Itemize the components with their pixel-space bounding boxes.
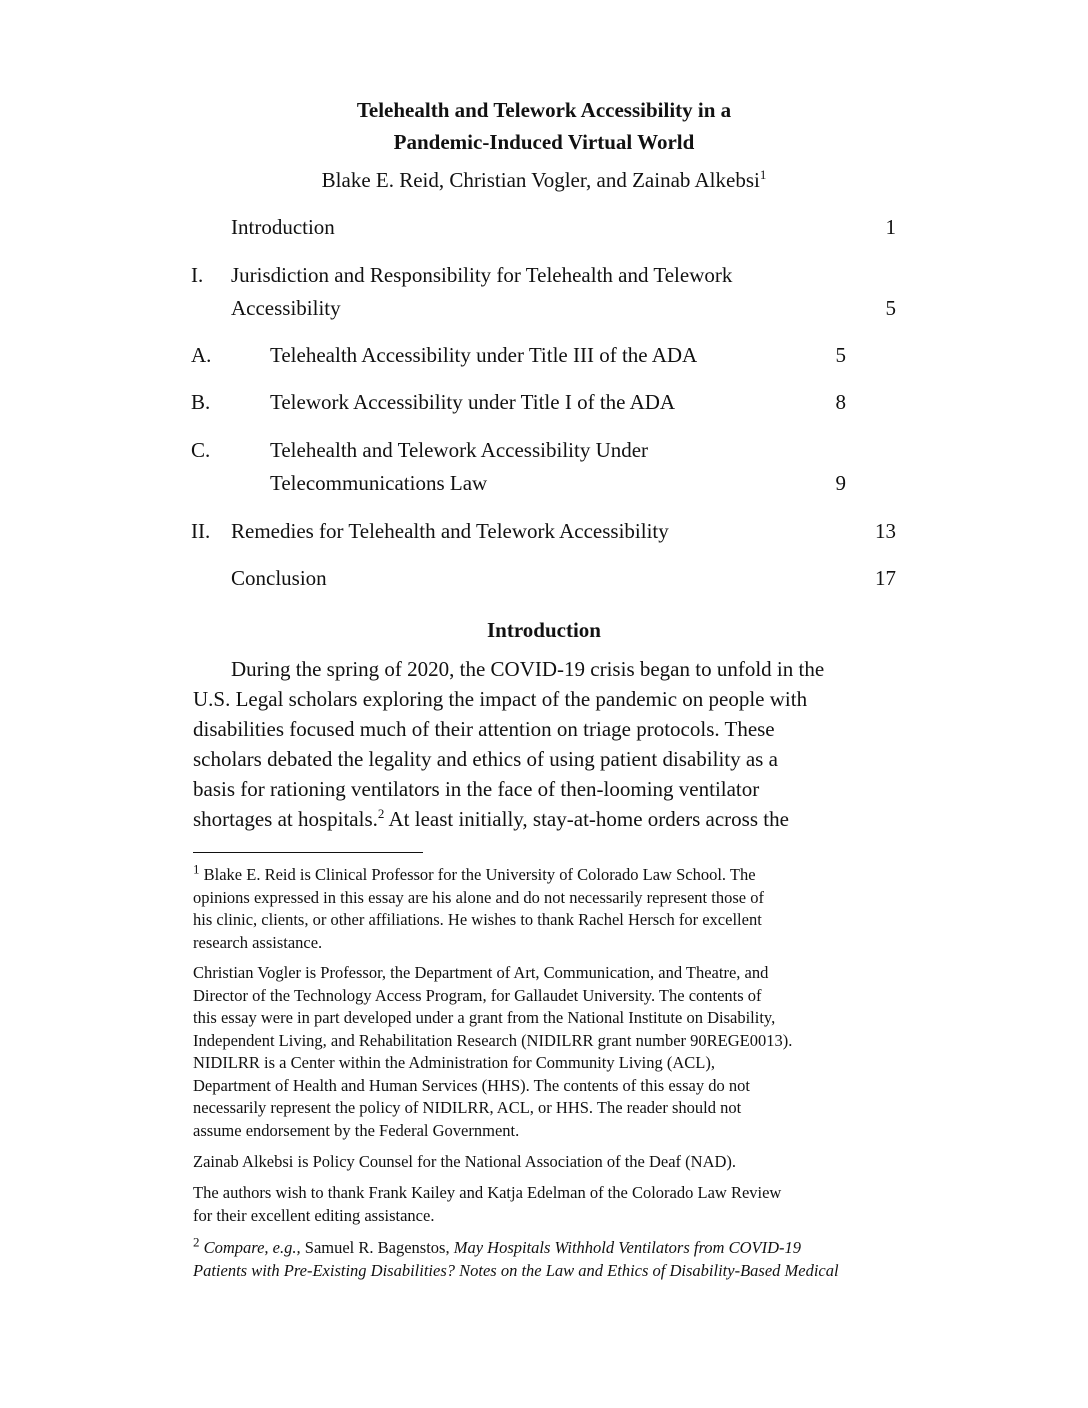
toc-label-continued: Telecommunications Law bbox=[270, 471, 488, 495]
toc-number: B. bbox=[191, 390, 211, 414]
footnote-1 bbox=[193, 861, 903, 954]
footnote-line: NIDILRR is a Center within the Administration for Community Living (ACL), bbox=[193, 1053, 715, 1072]
footnote-line: opinions expressed in this essay are his alone and do not necessarily represent those of bbox=[193, 887, 764, 907]
document-title-line-2: Pandemic-Induced Virtual World bbox=[393, 130, 695, 154]
footnote-line: necessarily represent the policy of NIDILRR, ACL, or HHS. The reader should not bbox=[193, 1098, 742, 1117]
author-line bbox=[0, 166, 1088, 194]
section-heading-introduction: Introduction bbox=[487, 618, 601, 642]
footnote-ref-2: 2 bbox=[377, 806, 385, 821]
toc-label: Introduction bbox=[231, 215, 335, 239]
toc-label: Remedies for Telehealth and Telework Accessibility bbox=[231, 519, 669, 543]
toc-label-continued: Accessibility bbox=[231, 296, 341, 320]
footnote-line: Department of Health and Human Services (HHS). The contents of this essay do not bbox=[193, 1075, 750, 1095]
toc-label: Telework Accessibility under Title I of the ADA bbox=[270, 390, 676, 414]
body-line: basis for rationing ventilators in the face of then-looming ventilator bbox=[193, 777, 760, 801]
footnote-signal: Compare, e.g., bbox=[199, 1238, 301, 1257]
footnote-line: Director of the Technology Access Program, for Gallaudet University. The contents of bbox=[193, 985, 762, 1005]
toc-label: Conclusion bbox=[231, 566, 327, 590]
toc-number: II. bbox=[191, 519, 211, 543]
footnote-line: assume endorsement by the Federal Government. bbox=[193, 1120, 520, 1140]
footnote-thanks bbox=[193, 1182, 903, 1227]
footnote-line: his clinic, clients, or other affiliations. He wishes to thank Rachel Hersch for excellent bbox=[193, 910, 762, 929]
footnote-text: Blake E. Reid is Clinical Professor for the University of Colorado Law School. The bbox=[199, 865, 756, 884]
footnote-article-title-continued: Patients with Pre-Existing Disabilities? Notes on the Law and Ethics of Disability-Based Medical bbox=[193, 1260, 839, 1280]
footnote-ref-1: 1 bbox=[759, 167, 767, 182]
document-title-line-1: Telehealth and Telework Accessibility in a bbox=[356, 98, 732, 122]
toc-label: Telehealth and Telework Accessibility Under bbox=[270, 438, 649, 462]
body-line bbox=[193, 804, 893, 834]
footnote-2 bbox=[193, 1234, 903, 1282]
toc-number: A. bbox=[191, 343, 212, 367]
footnote-marker: 1 bbox=[193, 861, 200, 877]
toc-number: C. bbox=[191, 438, 211, 462]
toc-page-number: 8 bbox=[835, 390, 846, 414]
toc-label: Telehealth Accessibility under Title III of the ADA bbox=[270, 343, 698, 367]
footnote-line: Independent Living, and Rehabilitation Research (NIDILRR grant number 90REGE0013). bbox=[193, 1030, 793, 1050]
body-paragraph bbox=[193, 654, 893, 834]
footnote-line: this essay were in part developed under a grant from the National Institute on Disability, bbox=[193, 1008, 776, 1027]
toc-page-number: 9 bbox=[835, 471, 846, 495]
footnote-marker: 2 bbox=[193, 1234, 200, 1250]
footnote-line bbox=[193, 1234, 903, 1260]
footnote-line: The authors wish to thank Frank Kailey and Katja Edelman of the Colorado Law Review bbox=[193, 1183, 782, 1202]
toc-number: I. bbox=[191, 263, 204, 287]
footnote-line: Zainab Alkebsi is Policy Counsel for the National Association of the Deaf (NAD). bbox=[193, 1152, 737, 1171]
toc-page-number: 13 bbox=[875, 519, 896, 543]
toc-page-number: 17 bbox=[875, 566, 896, 590]
footnote-line: Christian Vogler is Professor, the Department of Art, Communication, and Theatre, and bbox=[193, 963, 769, 982]
toc-label: Jurisdiction and Responsibility for Telehealth and Telework bbox=[231, 263, 733, 287]
author-names: Blake E. Reid, Christian Vogler, and Zainab Alkebsi bbox=[321, 168, 760, 192]
body-line-text: shortages at hospitals. bbox=[193, 807, 378, 831]
footnote-article-title: May Hospitals Withhold Ventilators from COVID-19 bbox=[453, 1238, 801, 1257]
body-line: scholars debated the legality and ethics of using patient disability as a bbox=[193, 747, 778, 771]
footnote-alkebsi bbox=[193, 1151, 903, 1174]
body-line-text-tail: At least initially, stay-at-home orders across the bbox=[384, 807, 789, 831]
footnote-line: for their excellent editing assistance. bbox=[193, 1205, 435, 1225]
footnote-line bbox=[193, 861, 903, 887]
toc-page-number: 1 bbox=[885, 215, 896, 239]
body-line: During the spring of 2020, the COVID-19 crisis began to unfold in the bbox=[231, 657, 825, 681]
footnote-separator bbox=[193, 852, 423, 853]
footnote-line: research assistance. bbox=[193, 932, 323, 952]
toc-page-number: 5 bbox=[835, 343, 846, 367]
footnote-author: Samuel R. Bagenstos, bbox=[300, 1238, 454, 1257]
footnote-vogler bbox=[193, 962, 903, 1142]
toc-page-number: 5 bbox=[885, 296, 896, 320]
body-line: disabilities focused much of their attention on triage protocols. These bbox=[193, 717, 775, 741]
body-line: U.S. Legal scholars exploring the impact of the pandemic on people with bbox=[193, 687, 808, 711]
